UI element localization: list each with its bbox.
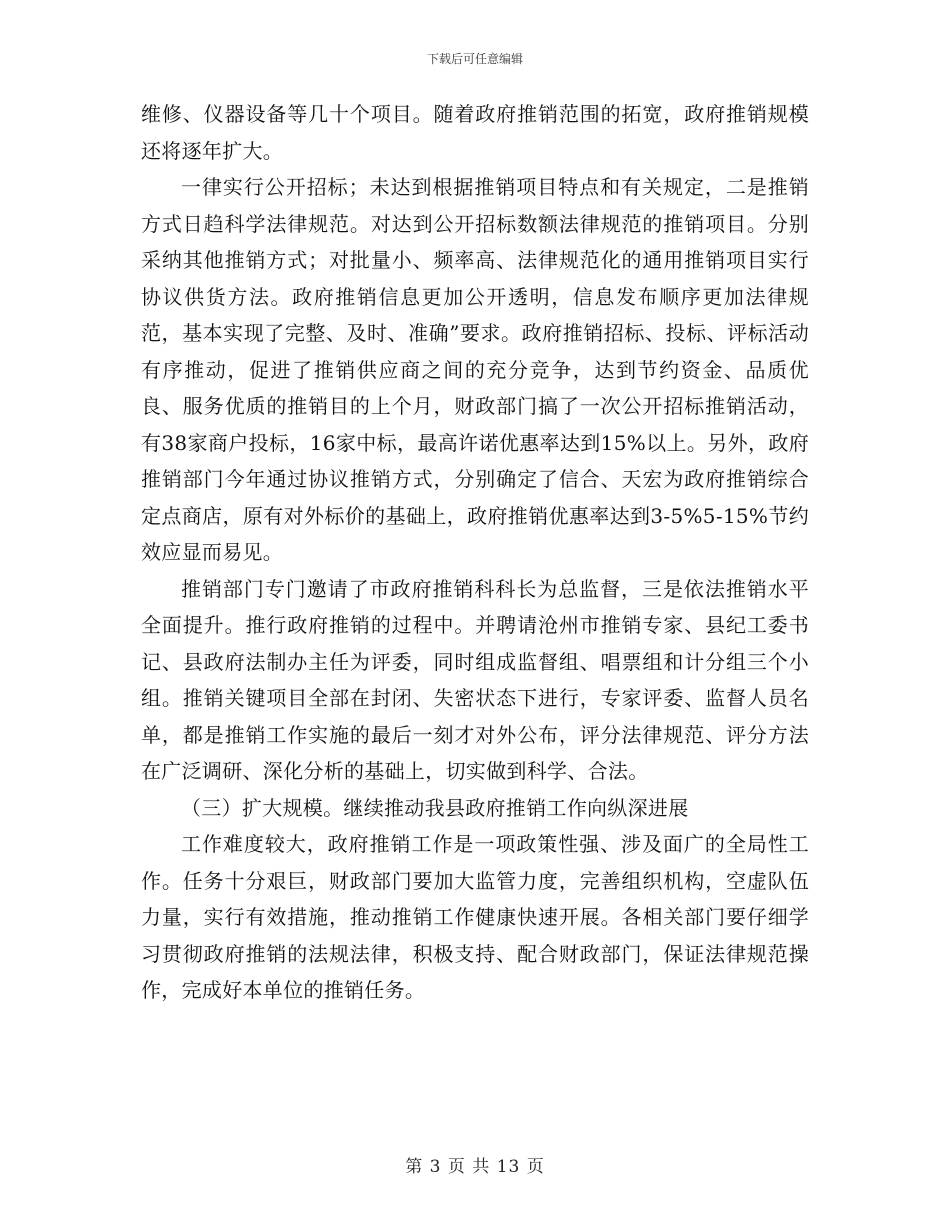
paragraph-4: 工作难度较大，政府推销工作是一项政策性强、涉及面广的全局性工作。任务十分艰巨，财政部门要加大监管力度，完善组织机构，空虚队伍力量，实行有效措施，推动推销工作健康快速开展。各相关部门要仔细学习贯彻政府推销的法规法律，积极支持、配合财政部门，保证法律规范操作，完成好本单位的推销任务。 xyxy=(141,832,809,1002)
paragraph-3: 推销部门专门邀请了市政府推销科科长为总监督，三是依法推销水平全面提升。推行政府推销的过程中。并聘请沧州市推销专家、县纪工委书记、县政府法制办主任为评委，同时组成监督组、唱票组和计分组三个小组。推销关键项目全部在封闭、失密状态下进行，专家评委、监督人员名单，都是推销工作实施的最后一刻才对外公布，评分法律规范、评分方法在广泛调研、深化分析的基础上，切实做到科学、合法。 xyxy=(141,576,809,783)
paragraph-1: 维修、仪器设备等几十个项目。随着政府推销范围的拓宽，政府推销规模还将逐年扩大。 xyxy=(141,102,809,163)
document-body xyxy=(141,96,809,1009)
paragraph-2: 一律实行公开招标；未达到根据推销项目特点和有关规定，二是推销方式日趋科学法律规范。对达到公开招标数额法律规范的推销项目。分别采纳其他推销方式；对批量小、频率高、法律规范化的通用推销项目实行协议供货方法。政府推销信息更加公开透明，信息发布顺序更加法律规范，基本实现了完整、及时、准确”要求。政府推销招标、投标、评标活动有序推动，促进了推销供应商之间的充分竞争，达到节约资金、品质优良、服务优质的推销目的上个月，财政部门搞了一次公开招标推销活动，有38家商户投标，16家中标，最高许诺优惠率达到15%以上。另外，政府推销部门今年通过协议推销方式，分别确定了信合、天宏为政府推销综合定点商店，原有对外标价的基础上，政府推销优惠率达到3-5%5-15%节约效应显而易见。 xyxy=(141,175,809,564)
page-header: 下载后可任意编辑 xyxy=(426,52,523,66)
page-number: 第 3 页 共 13 页 xyxy=(405,1157,545,1177)
section-heading: （三）扩大规模。继续推动我县政府推销工作向纵深进展 xyxy=(181,795,689,820)
